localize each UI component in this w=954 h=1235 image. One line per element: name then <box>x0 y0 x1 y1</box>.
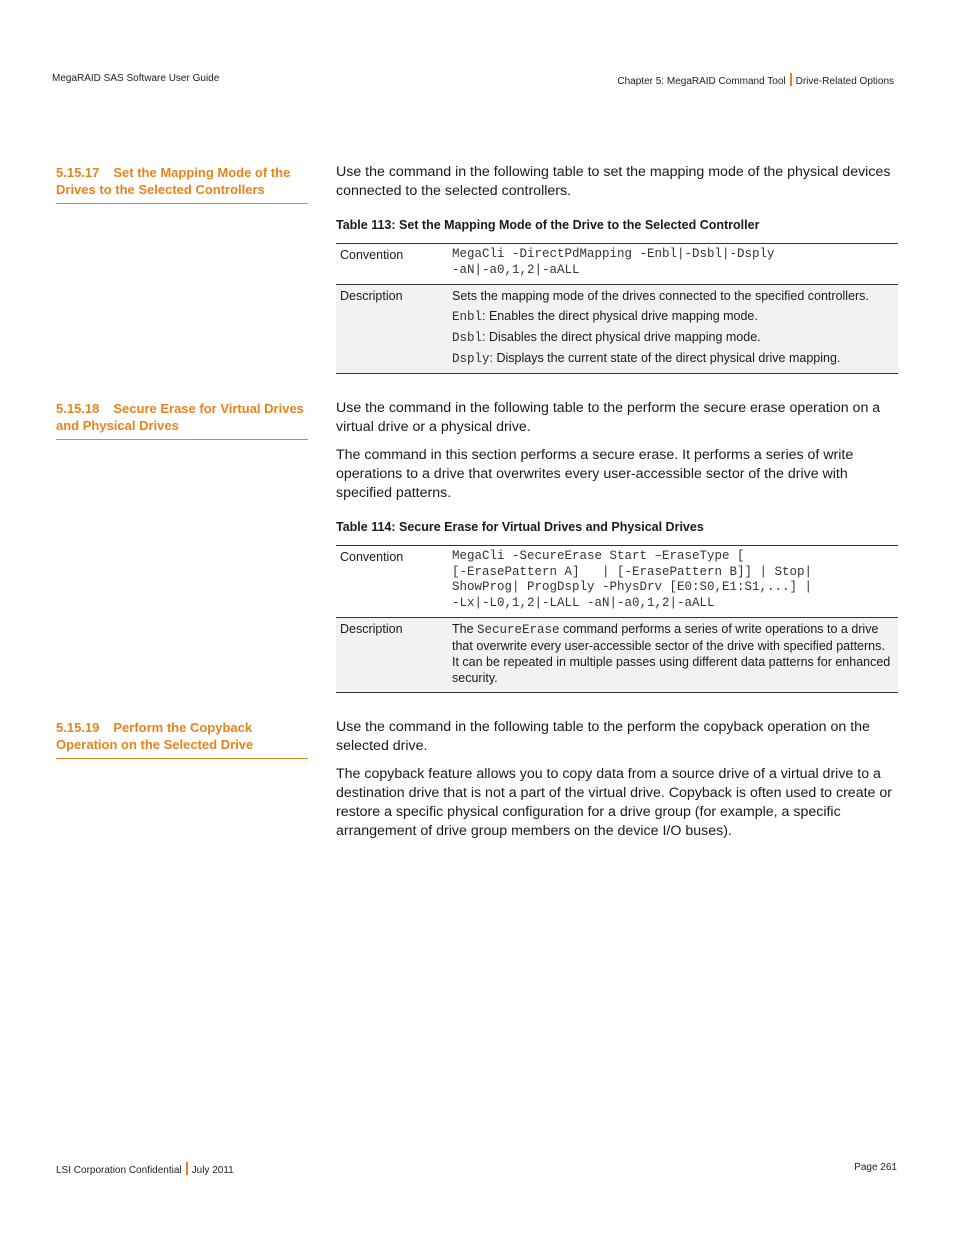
row-label: Convention <box>340 550 404 564</box>
section-heading-5-15-19 <box>56 719 308 759</box>
section-label: Drive-Related Options <box>795 76 894 87</box>
section-heading-5-15-17 <box>56 164 308 204</box>
convention-code: MegaCli -SecureErase Start –EraseType [ [-ErasePattern A] | [-ErasePattern B]] | Stop| ShowProg| ProgDsply -PhysDrv [E0:S0,E1:S1,...] | -Lx|-L0,1,2|-LALL -aN|-a0,1,2|-aALL <box>452 549 813 610</box>
convention-code: MegaCli -DirectPdMapping -Enbl|-Dsbl|-Dsply -aN|-a0,1,2|-aALL <box>452 247 775 277</box>
row-value <box>452 285 898 373</box>
row-label: Convention <box>340 248 404 262</box>
paragraph: The command in this section performs a secure erase. It performs a series of write operations to a drive that overwrites every user-accessible sector of the drive with specified patterns. <box>336 447 854 501</box>
description-code: SecureErase <box>477 623 560 637</box>
option-text: : Disables the direct physical drive mapping mode. <box>482 330 761 344</box>
section-body <box>336 399 898 512</box>
section-heading-5-15-18 <box>56 400 308 440</box>
row-value <box>452 546 898 617</box>
option-dsbl <box>452 329 894 346</box>
description-pre: The <box>452 622 478 636</box>
row-label: Description <box>340 622 403 636</box>
section-body <box>336 163 898 210</box>
table-row-convention <box>336 546 898 617</box>
table-row-convention <box>336 244 898 284</box>
table-row-description <box>336 617 898 692</box>
paragraph: The copyback feature allows you to copy data from a source drive of a virtual drive to a destination drive that is not a part of the virtual drive. Copyback is often used to create or restore a specific physical configuration for a drive group (for example, a specific arrangement of drive group members on the device I/O buses). <box>336 766 892 839</box>
page-number: Page 261 <box>854 1162 897 1173</box>
section-number: 5.15.17 <box>56 165 100 180</box>
running-footer-left <box>56 1162 234 1176</box>
confidential-label: LSI Corporation Confidential <box>56 1165 182 1176</box>
section-title: Perform the Copyback Operation on the Selected Drive <box>56 720 254 752</box>
row-label: Description <box>340 289 403 303</box>
running-header-left <box>52 73 219 84</box>
header-separator <box>790 73 792 86</box>
paragraph: Use the command in the following table to the perform the copyback operation on the selected drive. <box>336 719 870 754</box>
paragraph: Use the command in the following table to the perform the secure erase operation on a virtual drive or a physical drive. <box>336 400 881 435</box>
description-post: command performs a series of write operations to a drive that overwrite every user-accessible sector of the drive with specified patterns. It can be repeated in multiple passes using different data patterns for enhanced security. <box>452 622 891 685</box>
description-intro: Sets the mapping mode of the drives connected to the specified controllers. <box>452 289 869 303</box>
command-table <box>336 545 898 693</box>
section-number: 5.15.19 <box>56 720 100 735</box>
option-text: : Displays the current state of the direct physical drive mapping. <box>489 351 841 365</box>
row-value <box>452 618 898 692</box>
option-dsply <box>452 350 894 367</box>
document-title: MegaRAID SAS Software User Guide <box>52 73 220 84</box>
section-body <box>336 718 898 850</box>
footer-date: July 2011 <box>191 1165 234 1176</box>
option-code: Enbl <box>452 310 483 324</box>
chapter-label: Chapter 5: MegaRAID Command Tool <box>617 76 786 87</box>
option-code: Dsbl <box>452 331 483 345</box>
option-code: Dsply <box>452 352 490 366</box>
table-caption: Table 114: Secure Erase for Virtual Drives and Physical Drives <box>336 520 704 534</box>
table-caption: Table 113: Set the Mapping Mode of the Drive to the Selected Controller <box>336 218 760 232</box>
option-enbl <box>452 308 894 325</box>
table-row-description <box>336 284 898 373</box>
running-header-right <box>617 73 894 87</box>
option-text: : Enables the direct physical drive mapping mode. <box>482 309 758 323</box>
footer-separator <box>186 1162 188 1175</box>
section-title: Set the Mapping Mode of the Drives to the Selected Controllers <box>56 165 291 197</box>
paragraph: Use the command in the following table to set the mapping mode of the physical devices connected to the selected controllers. <box>336 164 891 199</box>
section-title: Secure Erase for Virtual Drives and Physical Drives <box>56 401 304 433</box>
command-table <box>336 243 898 374</box>
row-value <box>452 244 898 284</box>
section-number: 5.15.18 <box>56 401 100 416</box>
